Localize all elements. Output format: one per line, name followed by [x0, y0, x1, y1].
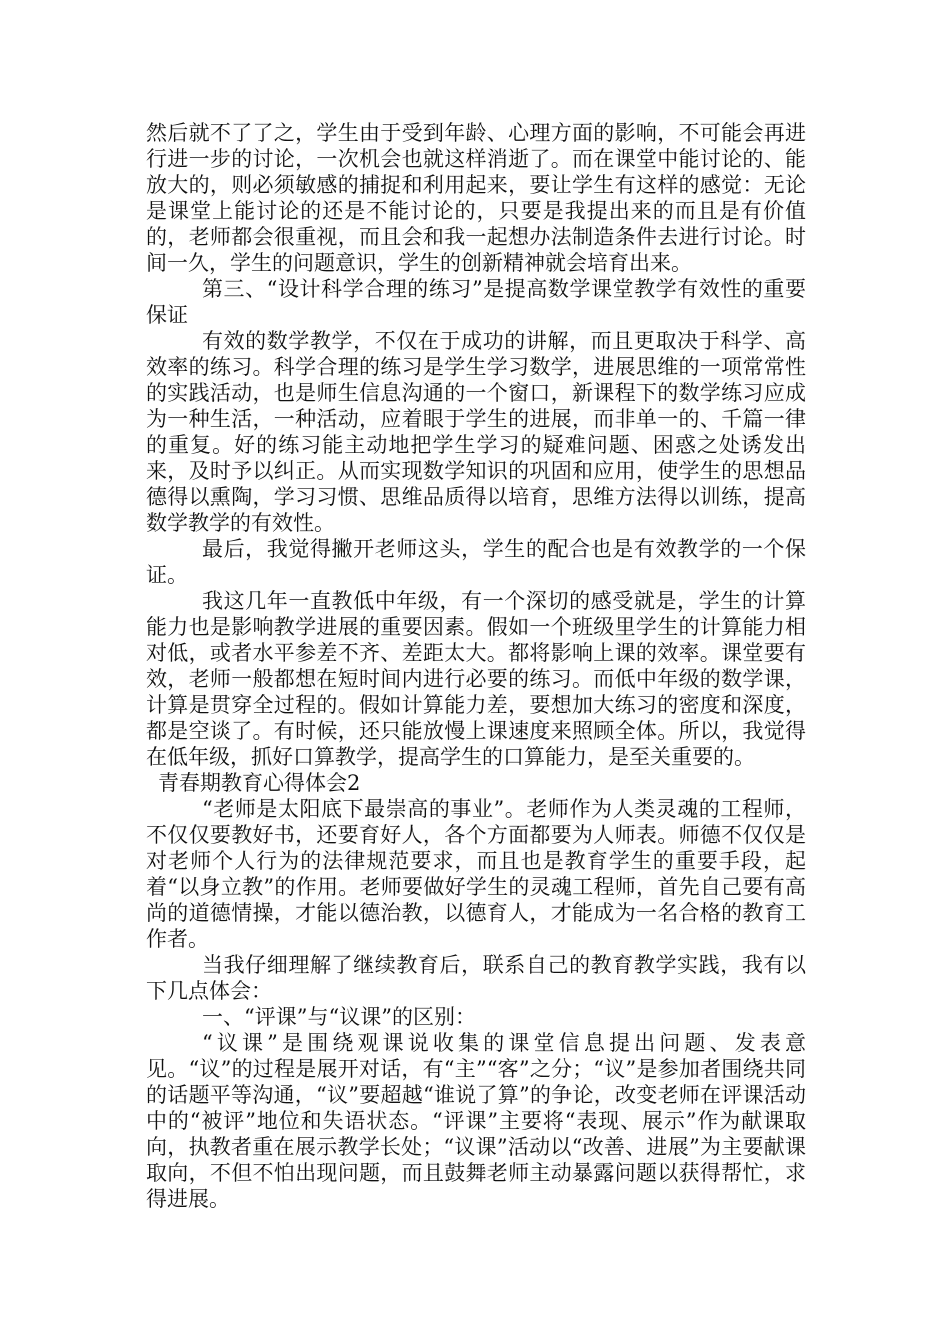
document-page — [146, 120, 806, 1212]
section-heading: 一、“评课”与“议课”的区别： — [202, 1005, 476, 1029]
article-title: 青春期教育心得体会2 — [158, 771, 361, 795]
body-paragraph: 我这几年一直教低中年级，有一个深切的感受就是，学生的计算能力也是影响教学进展的重要因素。假如一个班级里学生的计算能力相对低，或者水平参差不齐、差距太大。都将影响上课的效率。课堂要有效，老师一般都想在短时间内进行必要的练习。而低中年级的数学课，计算是贯穿全过程的。假如计算能力差，要想加大练习的密度和深度，都是空谈了。有时候，还只能放慢上课速度来照顾全体。所以，我觉得在低年级，抓好口算教学，提高学生的口算能力，是至关重要的。 — [146, 589, 806, 769]
section-heading: 第三、“设计科学合理的练习”是提高数学课堂教学有效性的重要保证 — [146, 277, 806, 327]
body-paragraph: “议课”是围绕观课说收集的课堂信息提出问题、发表意见。“议”的过程是展开对话，有“主”“客”之分；“议”是参加者围绕共同的话题平等沟通，“议”要超越“谁说了算”的争论，改变老师在评课活动中的“被评”地位和失语状态。“评课”主要将“表现、展示”作为献课取向，执教者重在展示教学长处；“议课”活动以“改善、进展”为主要献课取向，不但不怕出现问题，而且鼓舞老师主动暴露问题以获得帮忙，求得进展。 — [146, 1031, 806, 1211]
body-paragraph: 当我仔细理解了继续教育后，联系自己的教育教学实践，我有以下几点体会： — [146, 953, 806, 1003]
body-paragraph: “老师是太阳底下最崇高的事业”。老师作为人类灵魂的工程师，不仅仅要教好书，还要育好人，各个方面都要为人师表。师德不仅仅是对老师个人行为的法律规范要求，而且也是教育学生的重要手段，起着“以身立教”的作用。老师要做好学生的灵魂工程师，首先自己要有高尚的道德情操，才能以德治教，以德育人，才能成为一名合格的教育工作者。 — [146, 797, 806, 951]
body-paragraph: 有效的数学教学，不仅在于成功的讲解，而且更取决于科学、高效率的练习。科学合理的练习是学生学习数学，进展思维的一项常常性的实践活动，也是师生信息沟通的一个窗口，新课程下的数学练习应成为一种生活，一种活动，应着眼于学生的进展，而非单一的、千篇一律的重复。好的练习能主动地把学生学习的疑难问题、困惑之处诱发出来，及时予以纠正。从而实现数学知识的巩固和应用，使学生的思想品德得以熏陶，学习习惯、思维品质得以培育，思维方法得以训练，提高数学教学的有效性。 — [146, 329, 806, 535]
body-paragraph: 最后，我觉得撇开老师这头，学生的配合也是有效教学的一个保证。 — [146, 537, 806, 587]
body-paragraph: 然后就不了了之，学生由于受到年龄、心理方面的影响，不可能会再进行进一步的讨论，一次机会也就这样消逝了。而在课堂中能讨论的、能放大的，则必须敏感的捕捉和利用起来，要让学生有这样的感觉：无论是课堂上能讨论的还是不能讨论的，只要是我提出来的而且是有价值的，老师都会很重视，而且会和我一起想办法制造条件去进行讨论。时间一久，学生的问题意识，学生的创新精神就会培育出来。 — [146, 121, 806, 275]
